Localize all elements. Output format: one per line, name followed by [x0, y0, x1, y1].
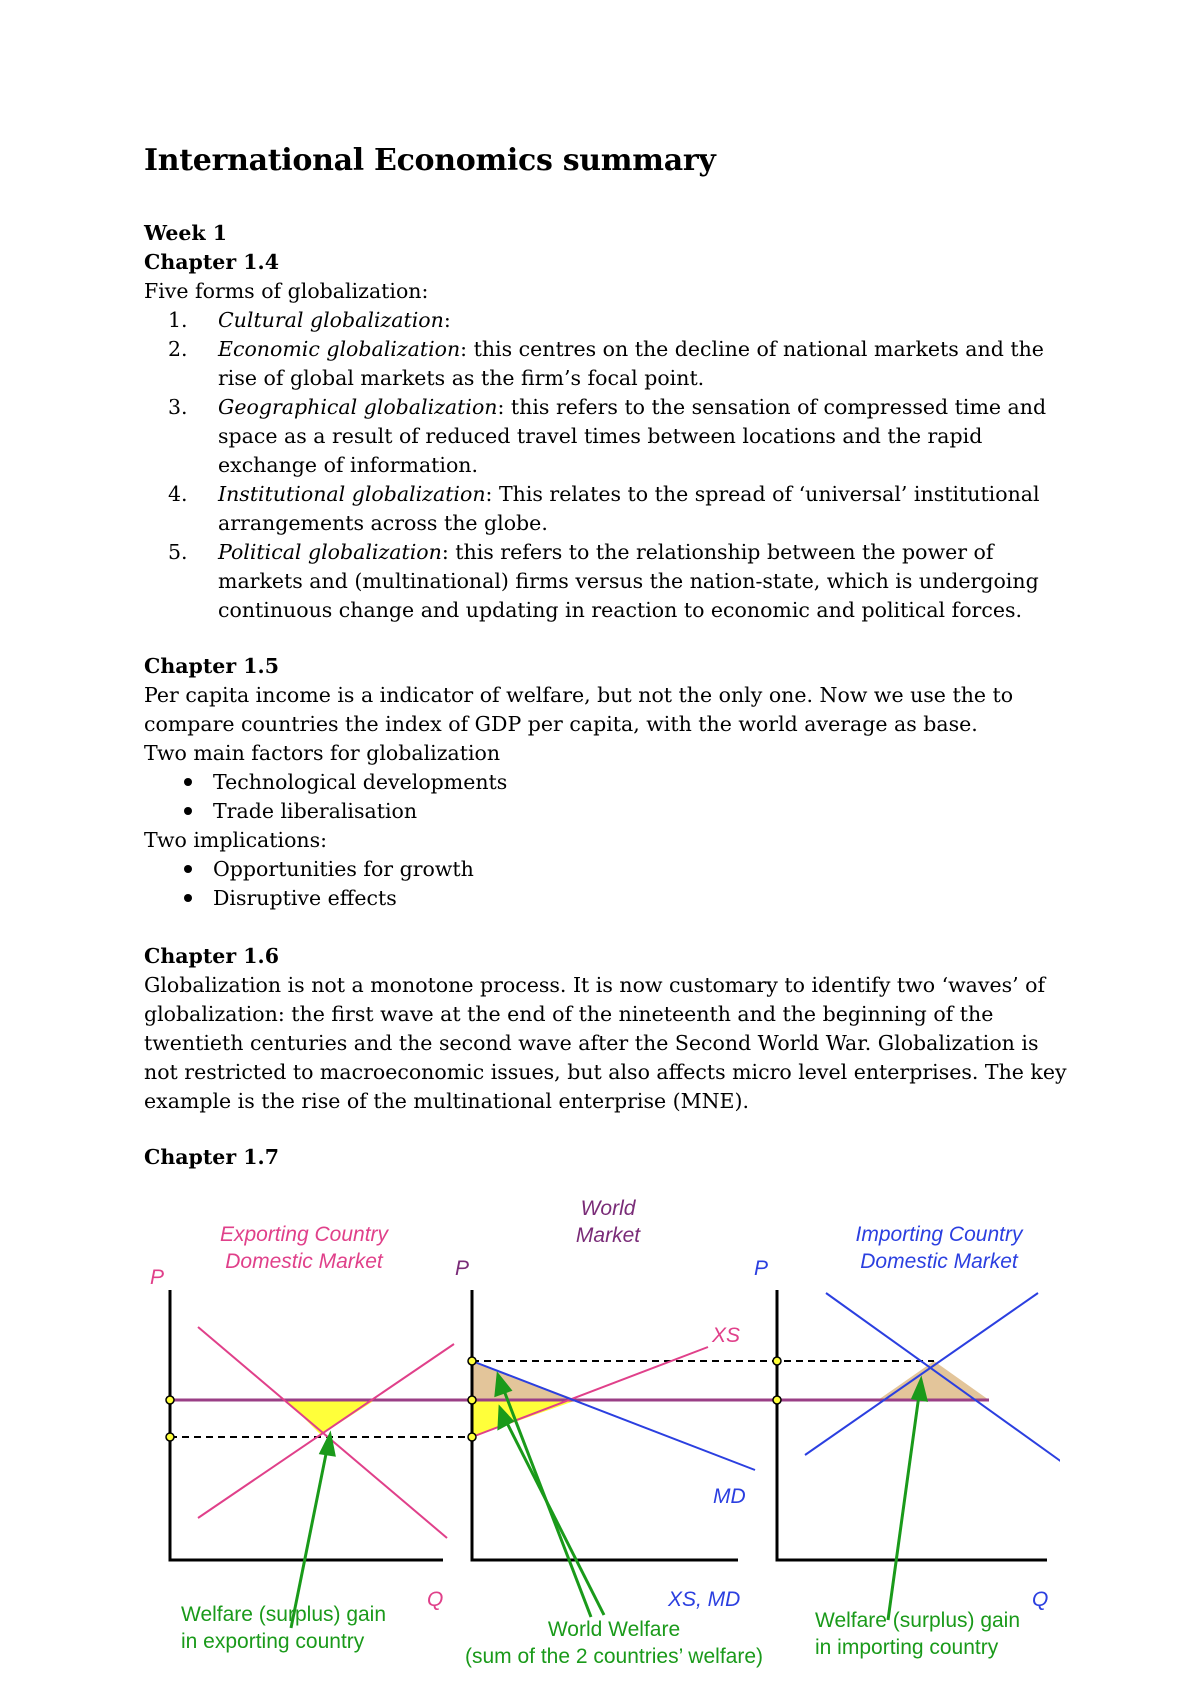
bullet-text: Technological developments: [213, 770, 508, 794]
list-item: [168, 306, 1068, 335]
ch15-implications-label: Two implications:: [144, 828, 328, 852]
exporting-demand-curve: [198, 1327, 447, 1538]
left-arrowhead: [321, 1435, 334, 1455]
world-caption-1: World Welfare: [547, 1618, 681, 1641]
world-caption-2: (sum of the 2 countries’ welfare): [464, 1645, 764, 1668]
bullet-icon: [184, 865, 192, 873]
bullet-item: [184, 797, 417, 826]
bullet-text: Disruptive effects: [213, 886, 397, 910]
importing-caption-1: Welfare (surplus) gain: [815, 1609, 1021, 1632]
ch14-intro: Five forms of globalization:: [144, 279, 429, 303]
price-dot: [468, 1396, 476, 1404]
ch15-factors-label: Two main factors for globalization: [144, 741, 501, 765]
list-text: : this centres on the decline of national markets and the rise of global markets as the firm’s focal point.: [218, 337, 1044, 390]
bullet-icon: [184, 778, 192, 786]
middle-axis-label: XS, MD: [668, 1588, 741, 1611]
price-dot: [166, 1433, 174, 1441]
exporting-title-1: Exporting Country: [219, 1223, 389, 1246]
bullet-text: Opportunities for growth: [213, 857, 474, 881]
bullet-text: Trade liberalisation: [213, 799, 418, 823]
bullet-item: [184, 855, 474, 884]
list-number: 5.: [168, 540, 188, 564]
left-axis-p: P: [150, 1266, 165, 1289]
price-dot: [468, 1433, 476, 1441]
exporting-caption-2: in exporting country: [181, 1630, 365, 1653]
bullet-item: [184, 884, 397, 913]
price-dot: [468, 1357, 476, 1365]
list-number: 3.: [168, 395, 188, 419]
exporting-supply-curve: [198, 1344, 454, 1518]
importing-title-1: Importing Country: [855, 1223, 1023, 1246]
importing-caption-2: in importing country: [815, 1636, 999, 1659]
right-axis-q: Q: [1032, 1588, 1049, 1611]
list-item: [168, 393, 1068, 480]
middle-axis-p: P: [455, 1257, 470, 1280]
trade-welfare-diagram: [140, 1195, 1060, 1685]
list-term: Political globalization: [218, 540, 442, 564]
chapter-1-6-heading: Chapter 1.6: [144, 944, 279, 968]
ch16-paragraph: Globalization is not a monotone process. It is now customary to identify two ‘waves’ of globalization: the first wave at the end of the nineteenth and the beginning of the twentieth centuries and the second wave after the Second World War. Globalization is not restricted to macroeconomic issues, but also affects micro level enterprises. The key example is the rise of the multinational enterprise (MNE).: [144, 973, 1067, 1113]
list-term: Economic globalization: [218, 337, 461, 361]
left-axes: [170, 1290, 443, 1560]
chapter-1-7-heading: Chapter 1.7: [144, 1145, 279, 1169]
list-item: [168, 480, 1068, 538]
md-curve-label: MD: [713, 1485, 746, 1508]
exporting-surplus-area: [286, 1400, 375, 1435]
list-text: : this refers to the sensation of compressed time and space as a result of reduced travel times between locations and the rapid exchange of information.: [218, 395, 1047, 477]
right-arrow: [888, 1395, 919, 1620]
left-axis-q: Q: [427, 1588, 444, 1611]
list-term: Institutional globalization: [218, 482, 486, 506]
world-title-1: World: [580, 1197, 636, 1220]
importing-supply-curve: [805, 1293, 1038, 1455]
world-title-2: Market: [575, 1224, 641, 1247]
exporting-caption-1: Welfare (surplus) gain: [181, 1603, 387, 1626]
list-term: Cultural globalization: [218, 308, 444, 332]
price-dot: [773, 1357, 781, 1365]
left-arrow: [291, 1449, 327, 1628]
bullet-item: [184, 768, 507, 797]
bullet-icon: [184, 894, 192, 902]
list-number: 1.: [168, 308, 188, 332]
document-title: International Economics summary: [144, 143, 716, 178]
week-heading: Week 1: [144, 221, 228, 245]
list-text: : This relates to the spread of ‘universal’ institutional arrangements across the globe.: [218, 482, 1040, 535]
xs-curve-label: XS: [712, 1324, 741, 1347]
list-number: 4.: [168, 482, 188, 506]
list-item: [168, 538, 1068, 625]
list-item: [168, 335, 1068, 393]
chapter-1-4-heading: Chapter 1.4: [144, 250, 279, 274]
price-dot: [773, 1396, 781, 1404]
middle-axes: [472, 1290, 741, 1560]
list-term: Geographical globalization: [218, 395, 498, 419]
importing-title-2: Domestic Market: [860, 1250, 1018, 1273]
list-number: 2.: [168, 337, 188, 361]
bullet-icon: [184, 807, 192, 815]
price-dot: [166, 1396, 174, 1404]
chapter-1-5-heading: Chapter 1.5: [144, 654, 279, 678]
exporting-title-2: Domestic Market: [225, 1250, 383, 1273]
right-axes: [777, 1290, 1047, 1560]
mid-arrow-2: [506, 1421, 604, 1615]
list-text: :: [443, 308, 451, 332]
ch15-paragraph: Per capita income is a indicator of welfare, but not the only one. Now we use the to compare countries the index of GDP per capita, with the world average as base.: [144, 683, 1014, 736]
list-text: : this refers to the relationship between the power of markets and (multinational) firms versus the nation-state, which is undergoing continuous change and updating in reaction to economic and political forces.: [218, 540, 1039, 622]
right-axis-p: P: [754, 1257, 769, 1280]
